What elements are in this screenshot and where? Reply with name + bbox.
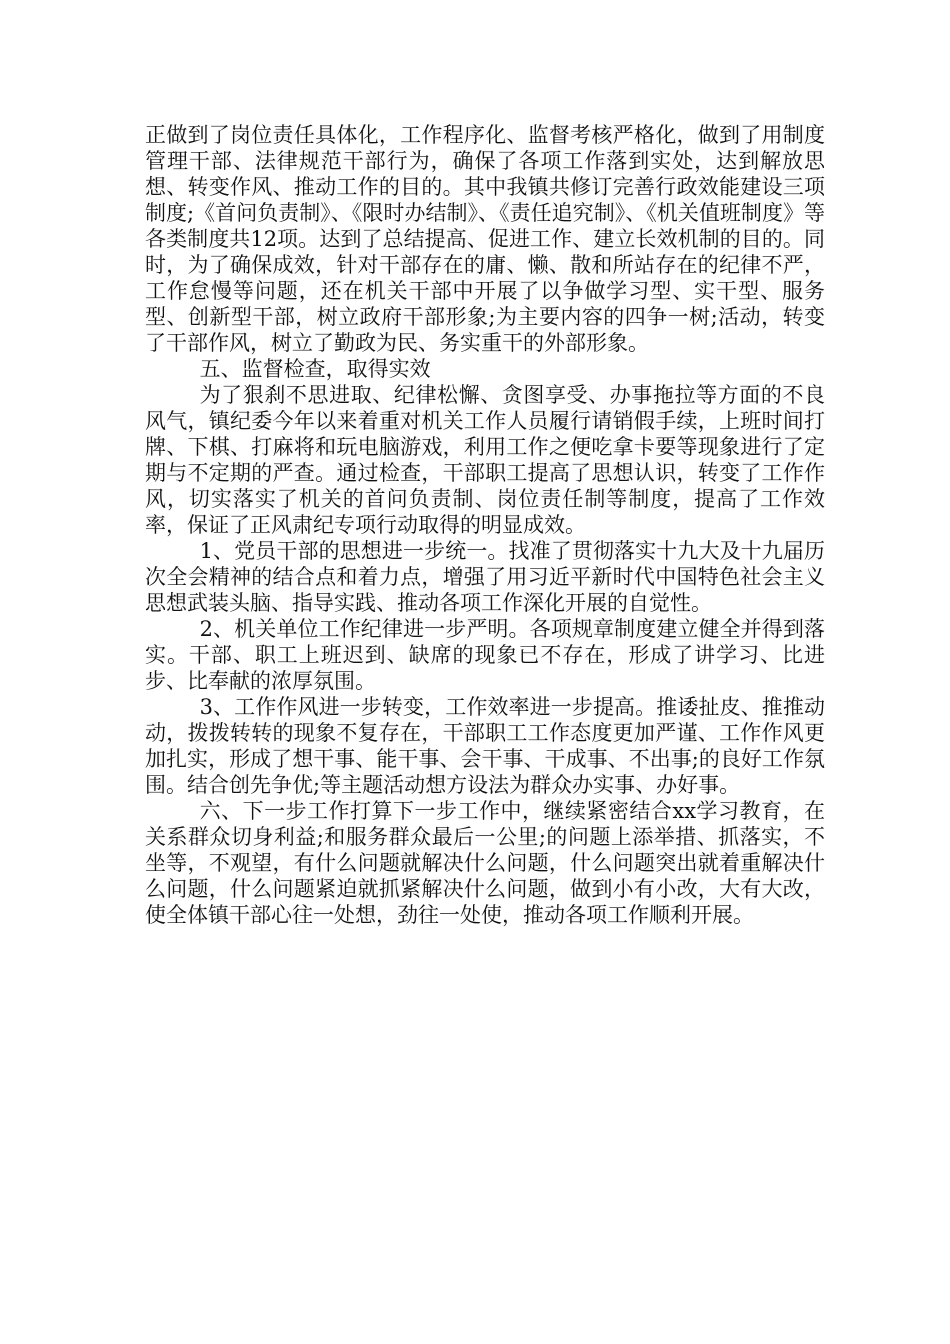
paragraph-continuation: 正做到了岗位责任具体化，工作程序化、监督考核严格化，做到了用制度管理干部、法律规范干部行为，确保了各项工作落到实处，达到解放思想、转变作风、推动工作的目的。其中我镇共修订完善行政效能建设三项制度;《首问负责制》、《限时办结制》、《责任追究制》、《机关值班制度》等各类制度共12项。达到了总结提高、促进工作、建立长效机制的目的。同时，为了确保成效，针对干部存在的庸、懒、散和所站存在的纪律不严，工作怠慢等问题，还在机关干部中开展了以争做学习型、实干型、服务型、创新型干部，树立政府干部形象;为主要内容的四争一树;活动，转变了干部作风，树立了勤政为民、务实重干的外部形象。: [145, 123, 825, 355]
section-heading-five: 五、监督检查，取得实效: [199, 357, 431, 381]
paragraph-inspection: 为了狠刹不思进取、纪律松懈、贪图享受、办事拖拉等方面的不良风气，镇纪委今年以来着重对机关工作人员履行请销假手续，上班时间打牌、下棋、打麻将和玩电脑游戏，利用工作之便吃拿卡要等现象进行了定期与不定期的严查。通过检查，干部职工提高了思想认识，转变了工作作风，切实落实了机关的首问负责制、岗位责任制等制度，提高了工作效率，保证了正风肃纪专项行动取得的明显成效。: [145, 383, 825, 537]
section-six-next-steps: 六、下一步工作打算下一步工作中，继续紧密结合xx学习教育，在关系群众切身利益;和服务群众最后一公里;的问题上添举措、抓落实，不坐等，不观望，有什么问题就解决什么问题，什么问题突出就着重解决什么问题，什么问题紧迫就抓紧解决什么问题，做到小有小改，大有大改，使全体镇干部心往一处想，劲往一处使，推动各项工作顺利开展。: [145, 799, 825, 927]
paragraph-point-2: 2、机关单位工作纪律进一步严明。各项规章制度建立健全并得到落实。干部、职工上班迟到、缺席的现象已不存在，形成了讲学习、比进步、比奉献的浓厚氛围。: [145, 617, 825, 693]
document-body: [145, 122, 825, 928]
paragraph-point-1: 1、党员干部的思想进一步统一。找准了贯彻落实十九大及十九届历次全会精神的结合点和着力点，增强了用习近平新时代中国特色社会主义思想武装头脑、指导实践、推动各项工作深化开展的自觉性。: [145, 539, 825, 615]
paragraph-point-3: 3、工作作风进一步转变，工作效率进一步提高。推诿扯皮、推推动动，拨拨转转的现象不复存在，干部职工工作态度更加严谨、工作作风更加扎实，形成了想干事、能干事、会干事、干成事、不出事;的良好工作氛围。结合创先争优;等主题活动想方设法为群众办实事、办好事。: [145, 695, 825, 797]
